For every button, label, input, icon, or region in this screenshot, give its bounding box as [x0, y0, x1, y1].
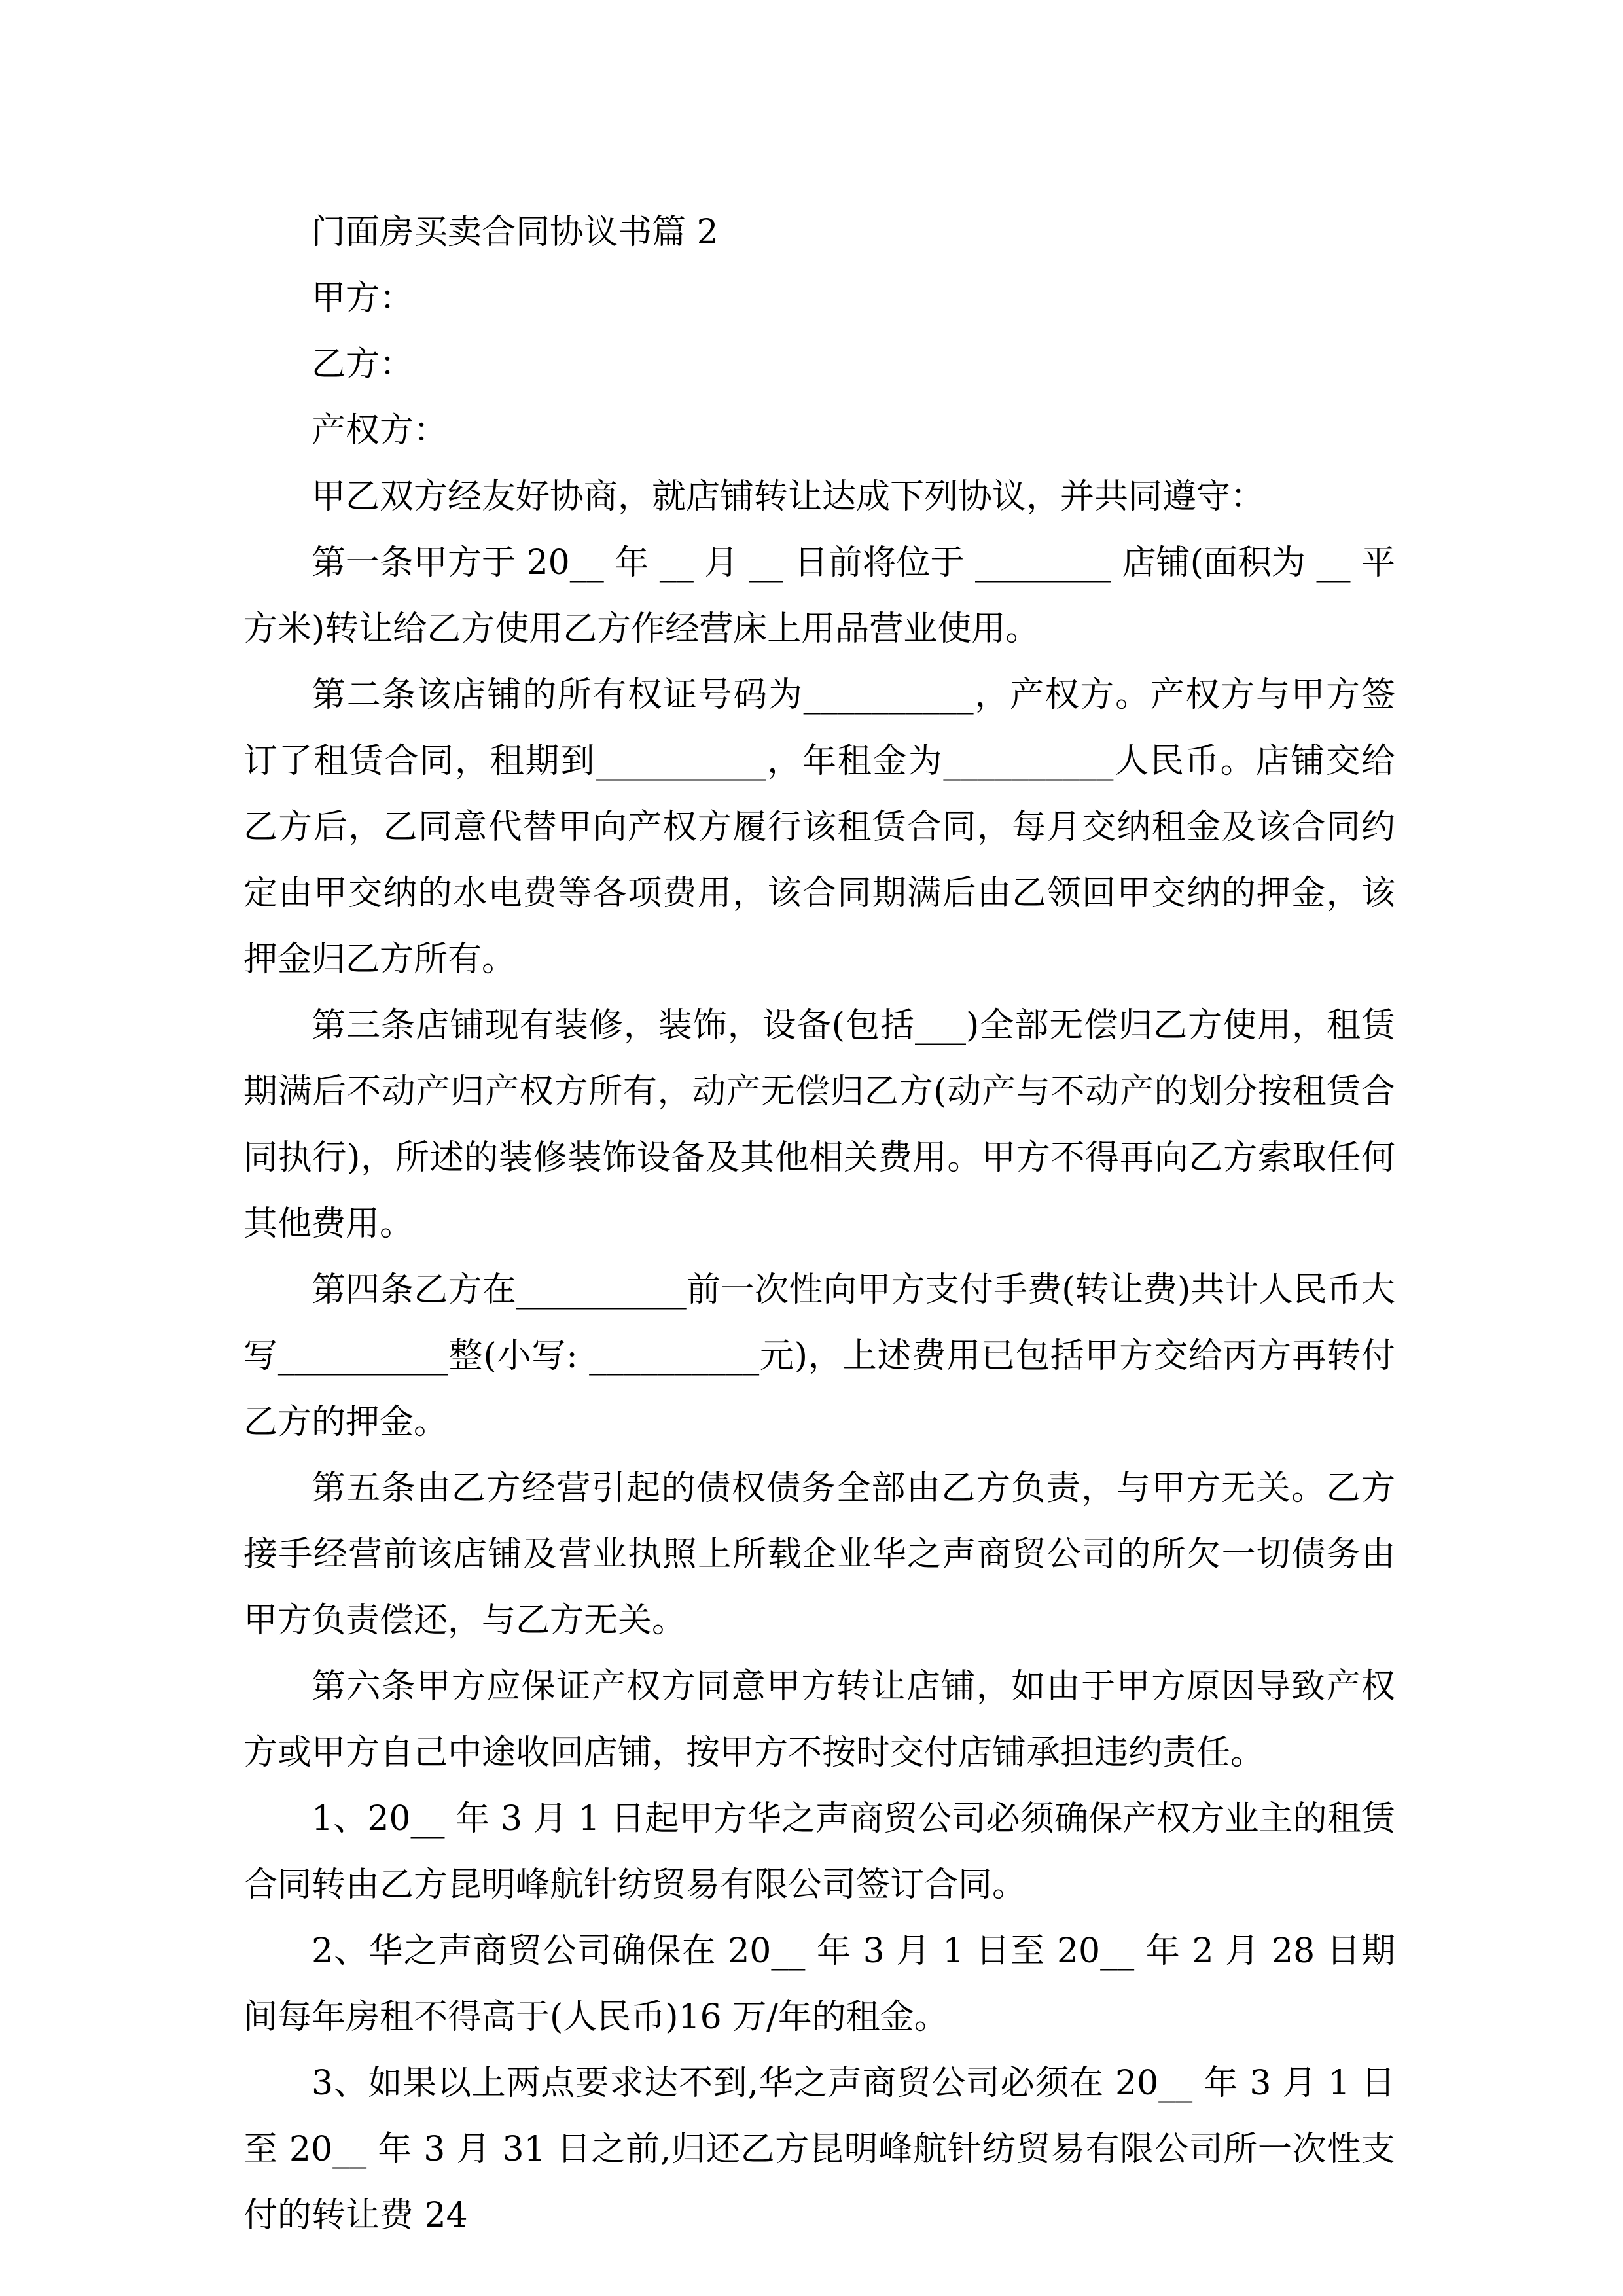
clause-2-paragraph: 第二条该店铺的所有权证号码为__________，产权方。产权方与甲方签订了租赁合同，租期到__________，年租金为__________人民币。店铺交给乙方后，乙同意代替甲向产权方履行该租赁合同，每月交纳租金及该合同约定由甲交纳的水电费等各项费用，该合同期满后由乙领回甲交纳的押金，该押金归乙方所有。 — [243, 675, 1395, 979]
property-owner-line: 产权方： — [312, 411, 448, 450]
clause-5-paragraph: 第五条由乙方经营引起的债权债务全部由乙方负责，与甲方无关。乙方接手经营前该店铺及营业执照上所载企业华之声商贸公司的所欠一切债务由甲方负责偿还，与乙方无关。 — [243, 1469, 1395, 1640]
party-b-line: 乙方： — [312, 345, 414, 384]
clause-6-paragraph: 第六条甲方应保证产权方同意甲方转让店铺，如由于甲方原因导致产权方或甲方自己中途收回店铺，按甲方不按时交付店铺承担违约责任。 — [243, 1667, 1395, 1772]
preamble-paragraph: 甲乙双方经友好协商，就店铺转让达成下列协议，并共同遵守： — [312, 477, 1265, 516]
clause-6-item-1: 1、20__ 年 3 月 1 日起甲方华之声商贸公司必须确保产权方业主的租赁合同转由乙方昆明峰航针纺贸易有限公司签订合同。 — [243, 1799, 1395, 1905]
clause-1-paragraph: 第一条甲方于 20__ 年 __ 月 __ 日前将位于 ________ 店铺(面积为 __ 平方米)转让给乙方使用乙方作经营床上用品营业使用。 — [243, 543, 1395, 649]
contract-body — [243, 200, 1395, 2249]
clause-6-item-3: 3、如果以上两点要求达不到,华之声商贸公司必须在 20__ 年 3 月 1 日至 20__ 年 3 月 31 日之前,归还乙方昆明峰航针纺贸易有限公司所一次性支付的转让费 24 — [243, 2064, 1395, 2235]
clause-6-item-2: 2、华之声商贸公司确保在 20__ 年 3 月 1 日至 20__ 年 2 月 28 日期间每年房租不得高于(人民币)16 万/年的租金。 — [243, 1931, 1395, 2037]
party-a-line: 甲方： — [312, 279, 414, 318]
clause-4-paragraph: 第四条乙方在__________前一次性向甲方支付手费(转让费)共计人民币大写__________整(小写: __________元)，上述费用已包括甲方交给丙方再转付乙方的押金。 — [243, 1270, 1395, 1442]
clause-3-paragraph: 第三条店铺现有装修，装饰，设备(包括___)全部无偿归乙方使用，租赁期满后不动产归产权方所有，动产无偿归乙方(动产与不动产的划分按租赁合同执行)，所述的装修装饰设备及其他相关费用。甲方不得再向乙方索取任何其他费用。 — [243, 1006, 1395, 1244]
contract-title: 门面房买卖合同协议书篇 2 — [312, 213, 719, 252]
